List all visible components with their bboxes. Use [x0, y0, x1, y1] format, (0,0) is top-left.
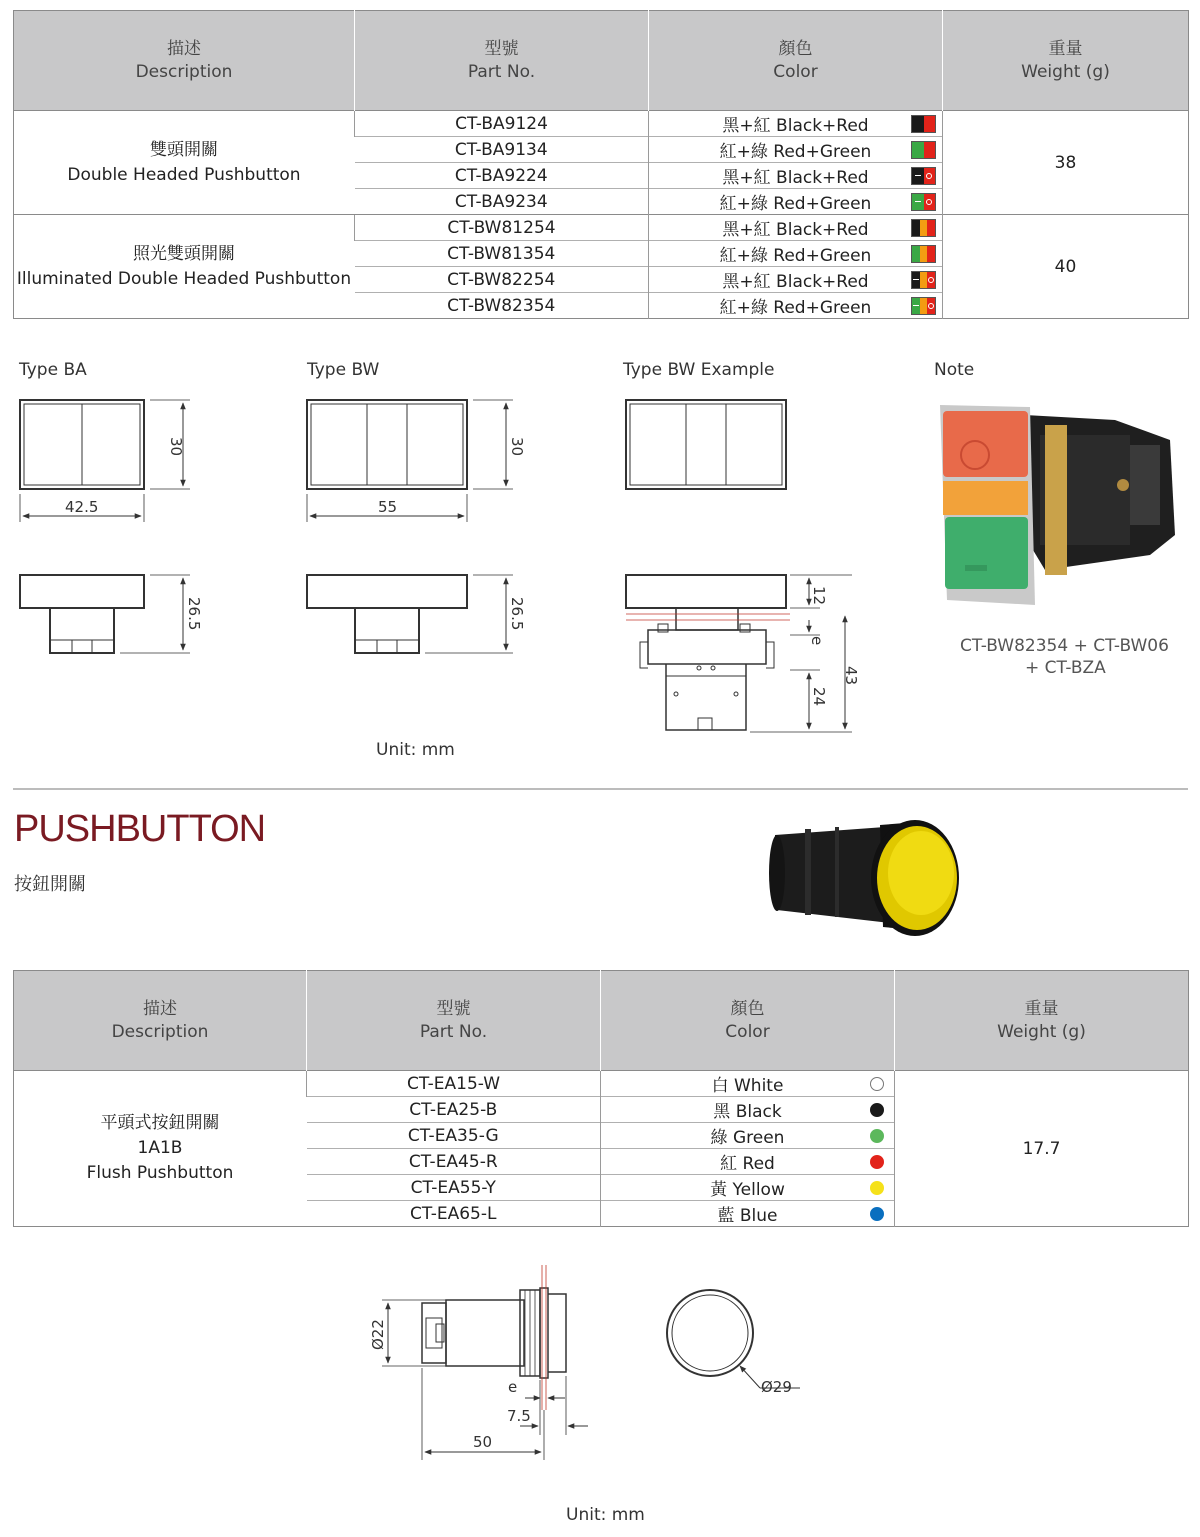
table-body	[14, 111, 1189, 319]
type-bw-example-front-view	[626, 400, 786, 489]
dim-ba-height: 30	[167, 437, 185, 457]
type-ba-side-view	[20, 575, 144, 653]
color-label: 黃 Yellow	[710, 1180, 785, 1200]
dimension-drawings-double	[0, 380, 900, 760]
header-color: 顏色 Color	[649, 11, 943, 111]
label-note: Note	[934, 360, 975, 380]
color-label: 綠 Green	[710, 1128, 785, 1148]
header-description: 描述 Description	[14, 971, 307, 1071]
color-label: 藍 Blue	[717, 1206, 778, 1226]
section-title: PUSHBUTTON	[14, 808, 266, 850]
section-divider	[13, 788, 1188, 790]
label-type-ba: Type BA	[19, 360, 87, 380]
type-bw-side-view	[307, 575, 467, 653]
color-label: 紅+綠 Red+Green	[719, 194, 872, 214]
part-no-cell: CT-EA65-L	[307, 1201, 601, 1227]
spec-table-flush-pushbutton	[13, 970, 1189, 1227]
note-caption-line1: CT-BW82354 + CT-BW06	[960, 636, 1169, 656]
color-swatch-icon	[911, 167, 936, 185]
dim-example-43: 43	[842, 666, 860, 686]
type-bw-front-view	[307, 400, 467, 489]
part-no-cell: CT-EA45-R	[307, 1149, 601, 1175]
description-cell	[14, 111, 355, 215]
color-cell	[649, 111, 943, 137]
color-swatch-icon	[911, 271, 936, 289]
color-cell	[649, 241, 943, 267]
color-cell	[601, 1149, 895, 1175]
color-dot-icon	[870, 1181, 884, 1195]
part-no-cell: CT-BA9124	[355, 111, 649, 137]
spec-table-double-headed	[13, 10, 1189, 319]
type-bw-example-side-view	[626, 575, 786, 730]
part-no-cell: CT-BW81354	[355, 241, 649, 267]
color-label: 紅+綠 Red+Green	[719, 142, 872, 162]
table-body	[14, 1071, 1189, 1227]
color-label: 黑+紅 Black+Red	[722, 116, 869, 136]
color-swatch-icon	[911, 115, 936, 133]
dim-ba-depth: 26.5	[185, 597, 203, 631]
description-code: 1A1B	[137, 1138, 183, 1158]
description-zh: 照光雙頭開關	[133, 243, 235, 264]
part-no-cell: CT-BW82354	[355, 293, 649, 319]
color-label: 黑 Black	[713, 1102, 782, 1122]
part-no-cell: CT-EA15-W	[307, 1071, 601, 1097]
dim-bw-width: 55	[378, 498, 398, 516]
part-no-cell: CT-EA25-B	[307, 1097, 601, 1123]
description-cell	[14, 215, 355, 319]
part-no-cell: CT-BA9224	[355, 163, 649, 189]
description-en: Double Headed Pushbutton	[67, 164, 301, 185]
part-no-cell: CT-BW82254	[355, 267, 649, 293]
dim-e: e	[508, 1378, 518, 1396]
header-description: 描述 Description	[14, 11, 355, 111]
part-no-cell: CT-BW81254	[355, 215, 649, 241]
dim-bw-depth: 26.5	[508, 597, 526, 631]
dim-ba-width: 42.5	[65, 498, 99, 516]
color-cell	[649, 163, 943, 189]
label-type-bw-example: Type BW Example	[623, 360, 775, 380]
color-swatch-icon	[911, 193, 936, 211]
dim-bw-height: 30	[508, 437, 526, 457]
color-dot-icon	[870, 1103, 884, 1117]
dim-dia-29: Ø29	[761, 1378, 792, 1396]
color-label: 黑+紅 Black+Red	[722, 272, 869, 292]
color-label: 黑+紅 Black+Red	[722, 168, 869, 188]
dim-example-24: 24	[810, 687, 828, 707]
table-row	[14, 215, 1189, 241]
color-dot-icon	[870, 1129, 884, 1143]
color-label: 紅+綠 Red+Green	[719, 246, 872, 266]
part-no-cell: CT-EA55-Y	[307, 1175, 601, 1201]
unit-label-1: Unit: mm	[376, 740, 455, 760]
color-label: 紅+綠 Red+Green	[719, 298, 872, 318]
color-dot-icon	[870, 1207, 884, 1221]
type-ba-front-view	[20, 400, 144, 489]
section-subtitle: 按鈕開關	[14, 874, 86, 895]
color-dot-icon	[870, 1077, 884, 1091]
flush-pushbutton-image	[765, 815, 965, 940]
table-row	[14, 1071, 1189, 1097]
color-label: 紅 Red	[720, 1154, 775, 1174]
color-cell	[601, 1071, 895, 1097]
weight-cell: 40	[943, 215, 1189, 319]
weight-cell: 17.7	[895, 1071, 1189, 1227]
color-swatch-icon	[911, 219, 936, 237]
label-type-bw: Type BW	[307, 360, 380, 380]
header-color: 顏色 Color	[601, 971, 895, 1071]
illuminated-double-pushbutton-image	[935, 395, 1175, 615]
color-cell	[649, 267, 943, 293]
weight-cell: 38	[943, 111, 1189, 215]
color-cell	[601, 1123, 895, 1149]
color-dot-icon	[870, 1155, 884, 1169]
header-part-no: 型號 Part No.	[355, 11, 649, 111]
color-cell	[649, 215, 943, 241]
header-part-no: 型號 Part No.	[307, 971, 601, 1071]
unit-label-2: Unit: mm	[566, 1505, 645, 1525]
color-swatch-icon	[911, 245, 936, 263]
header-weight: 重量 Weight (g)	[943, 11, 1189, 111]
note-caption-line2: + CT-BZA	[1025, 658, 1106, 678]
color-swatch-icon	[911, 297, 936, 315]
color-cell	[649, 189, 943, 215]
dim-dia-22: Ø22	[369, 1319, 387, 1350]
dim-example-e: e	[808, 636, 826, 646]
dim-50: 50	[473, 1433, 493, 1451]
flush-pushbutton-dimension-drawing	[360, 1260, 820, 1480]
part-no-cell: CT-EA35-G	[307, 1123, 601, 1149]
header-weight: 重量 Weight (g)	[895, 971, 1189, 1071]
color-label: 黑+紅 Black+Red	[722, 220, 869, 240]
dim-example-12: 12	[810, 586, 828, 606]
color-cell	[601, 1097, 895, 1123]
part-no-cell: CT-BA9134	[355, 137, 649, 163]
color-cell	[601, 1175, 895, 1201]
description-en: Flush Pushbutton	[86, 1163, 234, 1183]
part-no-cell: CT-BA9234	[355, 189, 649, 215]
color-label: 白 White	[711, 1076, 784, 1096]
dim-7-5: 7.5	[507, 1407, 531, 1425]
color-swatch-icon	[911, 141, 936, 159]
description-en: Illuminated Double Headed Pushbutton	[16, 268, 352, 289]
description-zh: 平頭式按鈕開關	[100, 1113, 220, 1133]
description-zh: 雙頭開關	[150, 139, 218, 160]
color-cell	[601, 1201, 895, 1227]
color-cell	[649, 293, 943, 319]
color-cell	[649, 137, 943, 163]
table-row	[14, 111, 1189, 137]
description-cell	[14, 1071, 307, 1227]
